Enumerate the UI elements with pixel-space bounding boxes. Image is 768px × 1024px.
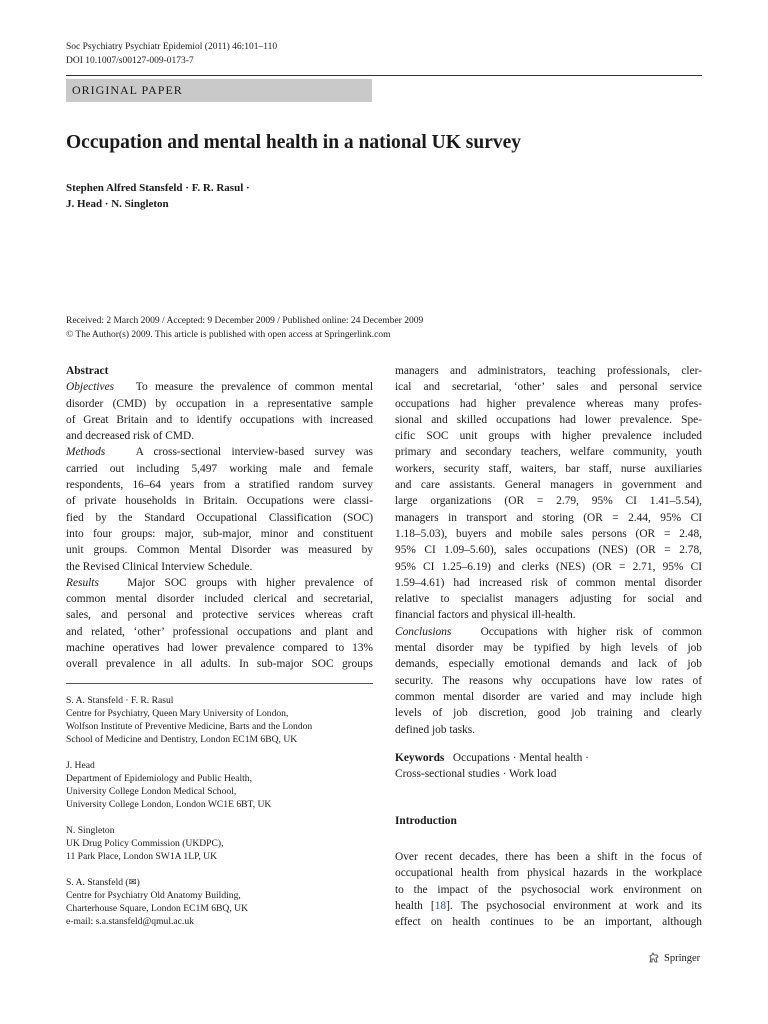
abstract-line: carried out including 5,497 working male and female	[66, 462, 373, 475]
section-label: Methods	[66, 446, 106, 459]
introduction-heading: Introduction	[395, 815, 457, 827]
keywords-label: Keywords	[395, 752, 445, 764]
abstract-line: and related, ‘other’ professional occupations and plant and	[66, 625, 373, 638]
affiliation-line: School of Medicine and Dentistry, London EC1M 6BQ, UK	[66, 734, 298, 745]
abstract-line: of private households in Britain. Occupations were classi-	[66, 495, 373, 508]
publication-history	[66, 314, 423, 342]
abstract-line: defined job tasks.	[395, 723, 476, 736]
affiliation-line: Department of Epidemiology and Public Health,	[66, 773, 252, 784]
affiliation-line: Centre for Psychiatry, Queen Mary University of London,	[66, 708, 289, 719]
affiliation-line: N. Singleton	[66, 825, 115, 836]
article-title: Occupation and mental health in a national UK survey	[66, 132, 522, 153]
abstract-line: fied by the Standard Occupational Classification (SOC)	[66, 511, 373, 524]
abstract-line: security. The reasons why occupations have low rates of	[395, 674, 702, 687]
affiliation-line: University College London, London WC1E 6BT, UK	[66, 799, 272, 810]
affiliation-line: Wolfson Institute of Preventive Medicine, Barts and the London	[66, 721, 313, 732]
article-type-banner: ORIGINAL PAPER	[66, 79, 372, 102]
abstract-line: sional and skilled occupations had lower prevalence. Spe-	[395, 413, 702, 426]
intro-line: to the impact of the psychosocial work environment on	[395, 883, 702, 896]
intro-line: health [18]. The psychosocial environment at work and its	[395, 899, 702, 912]
affiliation-line: University College London Medical School,	[66, 786, 237, 797]
abstract-heading: Abstract	[66, 365, 109, 377]
abstract-line: managers in transport and storing (OR = 2.44, 95% CI	[395, 511, 702, 524]
affiliation-line: UK Drug Policy Commission (UKDPC),	[66, 838, 224, 849]
affiliation-line: Centre for Psychiatry Old Anatomy Building,	[66, 890, 241, 901]
abstract-line: financial factors and physical ill-health.	[395, 609, 576, 622]
abstract-line: respondents, 16–64 years from a stratified random survey	[66, 479, 373, 492]
copyright-notice: © The Author(s) 2009. This article is published with open access at Springerlink.com	[66, 330, 391, 340]
abstract-line: mental disorder may be typified by high levels of job	[395, 642, 702, 655]
affiliation-line: S. A. Stansfeld (✉)	[66, 877, 140, 888]
abstract-line: common mental disorder included clerical and secretarial,	[66, 593, 373, 606]
intro-line: occupational health from physical hazards in the workplace	[395, 867, 702, 880]
author-list	[66, 180, 250, 212]
authors-line-1: Stephen Alfred Stansfeld · F. R. Rasul ·	[66, 182, 250, 194]
abstract-line: 95% CI 1.09–5.60), sales occupations (NES) (OR = 2.78,	[395, 544, 702, 557]
keywords-line-1: Occupations · Mental health ·	[452, 752, 589, 764]
abstract-line: primary and secondary teachers, welfare community, youth	[395, 446, 702, 459]
abstract-line: cific SOC unit groups with higher prevalence included	[395, 430, 702, 443]
abstract-line: 95% CI 1.25–6.19) and clerks (NES) (OR = 2.71, 95% CI	[395, 560, 702, 573]
received-dates: Received: 2 March 2009 / Accepted: 9 December 2009 / Published online: 24 December 2009	[66, 316, 424, 326]
affiliation-line: e-mail: s.a.stansfeld@qmul.ac.uk	[66, 916, 194, 927]
abstract-line: overall prevalence in all adults. In sub-major SOC groups	[66, 658, 373, 671]
abstract-line: unit groups. Common Mental Disorder was measured by	[66, 544, 373, 557]
abstract-right-lines	[395, 363, 702, 738]
abstract-right-column	[395, 363, 702, 738]
abstract-line: workers, security staff, waiters, bar staff, nurse auxiliaries	[395, 462, 702, 475]
intro-line: Over recent decades, there has been a shift in the focus of	[395, 851, 702, 863]
affiliation-line: Charterhouse Square, London EC1M 6BQ, UK	[66, 903, 248, 914]
affiliation-line: S. A. Stansfeld · F. R. Rasul	[66, 695, 174, 706]
reference-link[interactable]: 18	[434, 899, 447, 912]
abstract-line: and care assistants. General managers in government and	[395, 479, 702, 492]
abstract-line: ical and secretarial, ‘other’ sales and personal service	[395, 381, 702, 394]
header-rule	[66, 75, 702, 76]
authors-line-2: J. Head · N. Singleton	[66, 198, 169, 210]
keywords	[395, 750, 589, 783]
section-label: Results	[66, 576, 99, 589]
abstract-line: sales, and personal and protective services whereas craft	[66, 609, 373, 622]
affiliation-separator	[66, 683, 373, 684]
abstract-line: relative to specialist managers adjusting for social and	[395, 593, 702, 606]
affiliation-block	[66, 824, 373, 863]
abstract-line: 1.59–4.61) had increased risk of common mental disorder	[395, 576, 702, 589]
abstract-line: machine operatives had lower prevalence compared to 13%	[66, 642, 373, 655]
affiliation-block	[66, 694, 373, 746]
affiliation-line: 11 Park Place, London SW1A 1LP, UK	[66, 851, 218, 862]
affiliations	[66, 694, 373, 941]
abstract-line: large organizations (OR = 2.79, 95% CI 1.41–5.54),	[395, 495, 702, 508]
section-label: Objectives	[66, 381, 115, 394]
abstract-line: demands, especially emotional demands and lack of job	[395, 658, 702, 671]
affiliation-block	[66, 876, 373, 928]
abstract-line: Conclusions Occupations with higher risk of common	[395, 625, 702, 638]
abstract-line: Objectives To measure the prevalence of common mental	[66, 381, 373, 394]
abstract-left-column	[66, 363, 373, 673]
abstract-line: into four groups: major, sub-major, minor and constituent	[66, 527, 373, 540]
publisher-name: Springer	[664, 952, 701, 964]
abstract-line: common mental disorder are varied and may include high	[395, 690, 702, 703]
abstract-line: Results Major SOC groups with higher prevalence of	[66, 576, 373, 589]
abstract-line: disorder (CMD) by occupation in a representative sample	[66, 397, 373, 410]
springer-horse-icon	[648, 952, 660, 964]
abstract-line: 1.18–5.03), buyers and mobile sales persons (OR = 2.48,	[395, 527, 702, 540]
abstract-line: levels of job discretion, good job training and clearly	[395, 707, 702, 720]
introduction-text	[395, 849, 702, 930]
affiliation-line: J. Head	[66, 760, 95, 771]
doi: DOI 10.1007/s00127-009-0173-7	[66, 56, 194, 66]
abstract-left-lines	[66, 379, 373, 672]
abstract-line: the Revised Clinical Interview Schedule.	[66, 560, 253, 573]
abstract-line: Methods A cross-sectional interview-based survey was	[66, 446, 373, 459]
abstract-line: managers and administrators, teaching professionals, cler-	[395, 365, 702, 377]
journal-citation: Soc Psychiatry Psychiatr Epidemiol (2011) 46:101–110	[66, 42, 278, 52]
abstract-line: and decreased risk of CMD.	[66, 430, 195, 443]
abstract-line: of Great Britain and to identify occupations with increased	[66, 413, 373, 426]
affiliation-block	[66, 759, 373, 811]
intro-line: effect on health continues to be an important, although	[395, 916, 702, 929]
publisher-logo	[648, 952, 700, 964]
abstract-line: occupations had higher prevalence whereas many profes-	[395, 397, 702, 410]
keywords-line-2: Cross-sectional studies · Work load	[395, 768, 557, 781]
section-label: Conclusions	[395, 625, 452, 638]
